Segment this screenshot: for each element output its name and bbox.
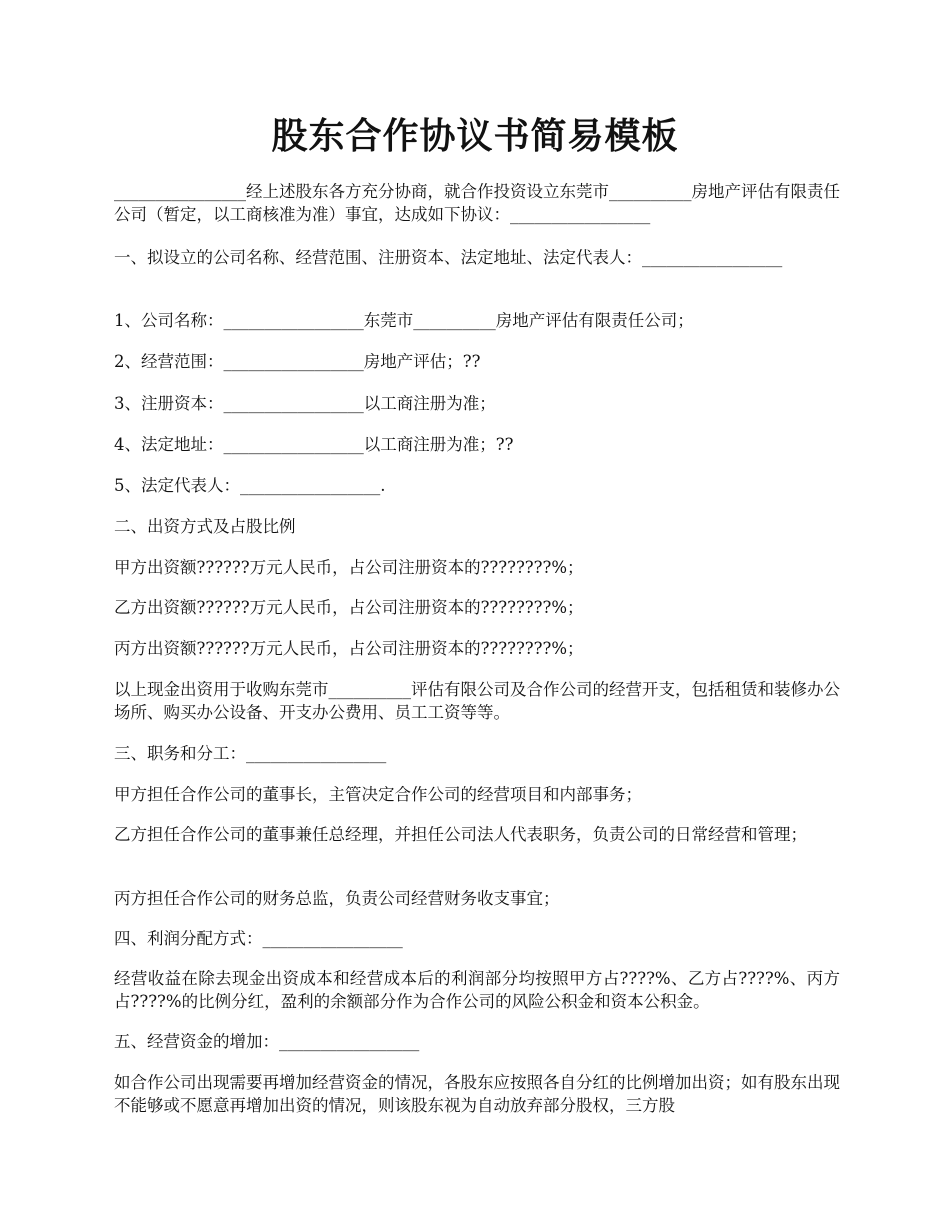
paragraph-capital-usage: 以上现金出资用于收购东莞市__________评估有限公司及合作公司的经营开支，包括租赁和装修办公场所、购买办公设备、开支办公费用、员工工资等等。 xyxy=(114,680,840,722)
paragraph-preamble: ________________经上述股东各方充分协商，就合作投资设立东莞市__________房地产评估有限责任公司（暂定，以工商核准为准）事宜，达成如下协议：_________________ xyxy=(114,182,840,224)
paragraph-party-c-role: 丙方担任合作公司的财务总监，负责公司经营财务收支事宜； xyxy=(114,889,560,908)
paragraph-section-4-heading: 四、利润分配方式：_________________ xyxy=(114,929,403,948)
paragraph-capital-increase: 如合作公司出现需要再增加经营资金的情况，各股东应按照各自分红的比例增加出资；如有股东出现不能够或不愿意再增加出资的情况，则该股东视为自动放弃部分股权，三方股 xyxy=(114,1073,840,1115)
document-title: 股东合作协议书简易模板 xyxy=(271,115,679,157)
paragraph-section-2-heading: 二、出资方式及占股比例 xyxy=(114,517,296,536)
paragraph-section-1-heading: 一、拟设立的公司名称、经营范围、注册资本、法定地址、法定代表人：_________________ xyxy=(114,248,783,267)
paragraph-business-scope: 2、经营范围：_________________房地产评估；?? xyxy=(114,352,481,371)
paragraph-section-5-heading: 五、经营资金的增加：_________________ xyxy=(114,1032,420,1051)
paragraph-legal-address: 4、法定地址：_________________以工商注册为准；?? xyxy=(114,435,514,454)
paragraph-registered-capital: 3、注册资本：_________________以工商注册为准； xyxy=(114,394,496,413)
paragraph-profit-distribution: 经营收益在除去现金出资成本和经营成本后的利润部分均按照甲方占????%、乙方占????%、丙方占????%的比例分红，盈利的余额部分作为合作公司的风险公积金和资本公积金。 xyxy=(114,969,840,1011)
paragraph-party-c-contribution: 丙方出资额??????万元人民币，占公司注册资本的????????%； xyxy=(114,639,584,658)
paragraph-party-b-contribution: 乙方出资额??????万元人民币，占公司注册资本的????????%； xyxy=(114,598,584,617)
paragraph-section-3-heading: 三、职务和分工：_________________ xyxy=(114,744,387,763)
paragraph-legal-representative: 5、法定代表人：_________________. xyxy=(114,476,386,495)
paragraph-party-a-contribution: 甲方出资额??????万元人民币，占公司注册资本的????????%； xyxy=(114,558,584,577)
paragraph-party-a-role: 甲方担任合作公司的董事长，主管决定合作公司的经营项目和内部事务； xyxy=(114,785,642,804)
paragraph-party-b-role: 乙方担任合作公司的董事兼任总经理，并担任公司法人代表职务，负责公司的日常经营和管理； xyxy=(114,825,807,844)
paragraph-company-name: 1、公司名称：_________________东莞市__________房地产评估有限责任公司； xyxy=(114,311,694,330)
